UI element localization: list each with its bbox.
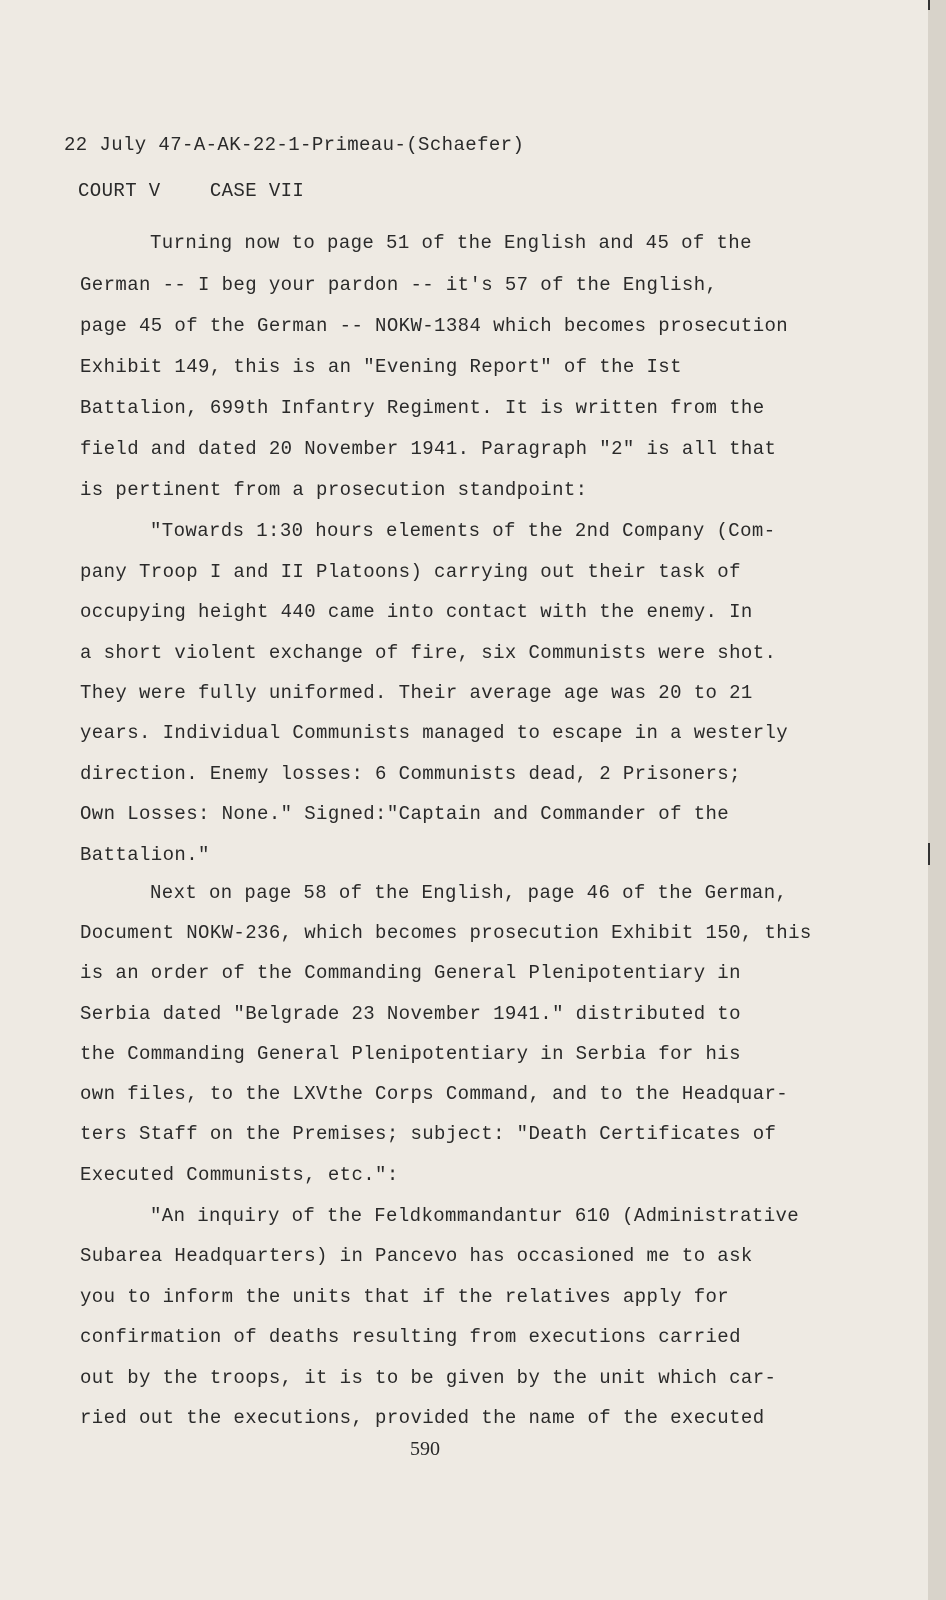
text-line: Own Losses: None." Signed:"Captain and Commander of the [80, 803, 730, 825]
text-line: a short violent exchange of fire, six Communists were shot. [80, 642, 777, 664]
page-number: 590 [410, 1438, 440, 1460]
page-edge [928, 0, 946, 1600]
court-label: COURT V [78, 180, 161, 202]
text-line: Exhibit 149, this is an "Evening Report" of the Ist [80, 356, 682, 378]
document-header-court-case [78, 180, 304, 202]
text-line: is pertinent from a prosecution standpoint: [80, 479, 588, 501]
text-line: years. Individual Communists managed to escape in a westerly [80, 722, 789, 744]
document-header-reference: 22 July 47-A-AK-22-1-Primeau-(Schaefer) [64, 134, 525, 156]
text-line: the Commanding General Plenipotentiary in Serbia for his [80, 1043, 741, 1065]
text-line: you to inform the units that if the relatives apply for [80, 1286, 730, 1308]
text-line: pany Troop I and II Platoons) carrying out their task of [80, 561, 741, 583]
text-line: occupying height 440 came into contact with the enemy. In [80, 601, 753, 623]
text-line: Subarea Headquarters) in Pancevo has occasioned me to ask [80, 1245, 753, 1267]
text-line: Battalion, 699th Infantry Regiment. It is written from the [80, 397, 765, 419]
text-line: Turning now to page 51 of the English and 45 of the [150, 232, 752, 254]
text-line: ters Staff on the Premises; subject: "Death Certificates of [80, 1123, 777, 1145]
edge-mark-middle [928, 843, 930, 865]
text-line: Serbia dated "Belgrade 23 November 1941." distributed to [80, 1003, 741, 1025]
text-line: is an order of the Commanding General Plenipotentiary in [80, 962, 741, 984]
text-line: Executed Communists, etc.": [80, 1164, 399, 1186]
text-line: own files, to the LXVthe Corps Command, and to the Headquar- [80, 1083, 789, 1105]
text-line: Battalion." [80, 844, 210, 866]
case-label: CASE VII [209, 180, 305, 202]
text-line: "Towards 1:30 hours elements of the 2nd Company (Com- [150, 520, 776, 542]
text-line: direction. Enemy losses: 6 Communists dead, 2 Prisoners; [80, 763, 741, 785]
text-line: page 45 of the German -- NOKW-1384 which becomes prosecution [80, 315, 789, 337]
text-line: Document NOKW-236, which becomes prosecution Exhibit 150, this [80, 922, 812, 944]
text-line: field and dated 20 November 1941. Paragraph "2" is all that [80, 438, 777, 460]
edge-mark-top [928, 0, 930, 10]
text-line: They were fully uniformed. Their average age was 20 to 21 [80, 682, 753, 704]
text-line: Next on page 58 of the English, page 46 of the German, [150, 882, 788, 904]
text-line: ried out the executions, provided the name of the executed [80, 1407, 765, 1429]
text-line: out by the troops, it is to be given by the unit which car- [80, 1367, 777, 1389]
text-line: "An inquiry of the Feldkommandantur 610 (Administrative [150, 1205, 800, 1227]
text-line: confirmation of deaths resulting from executions carried [80, 1326, 741, 1348]
text-line: German -- I beg your pardon -- it's 57 of the English, [80, 274, 718, 296]
